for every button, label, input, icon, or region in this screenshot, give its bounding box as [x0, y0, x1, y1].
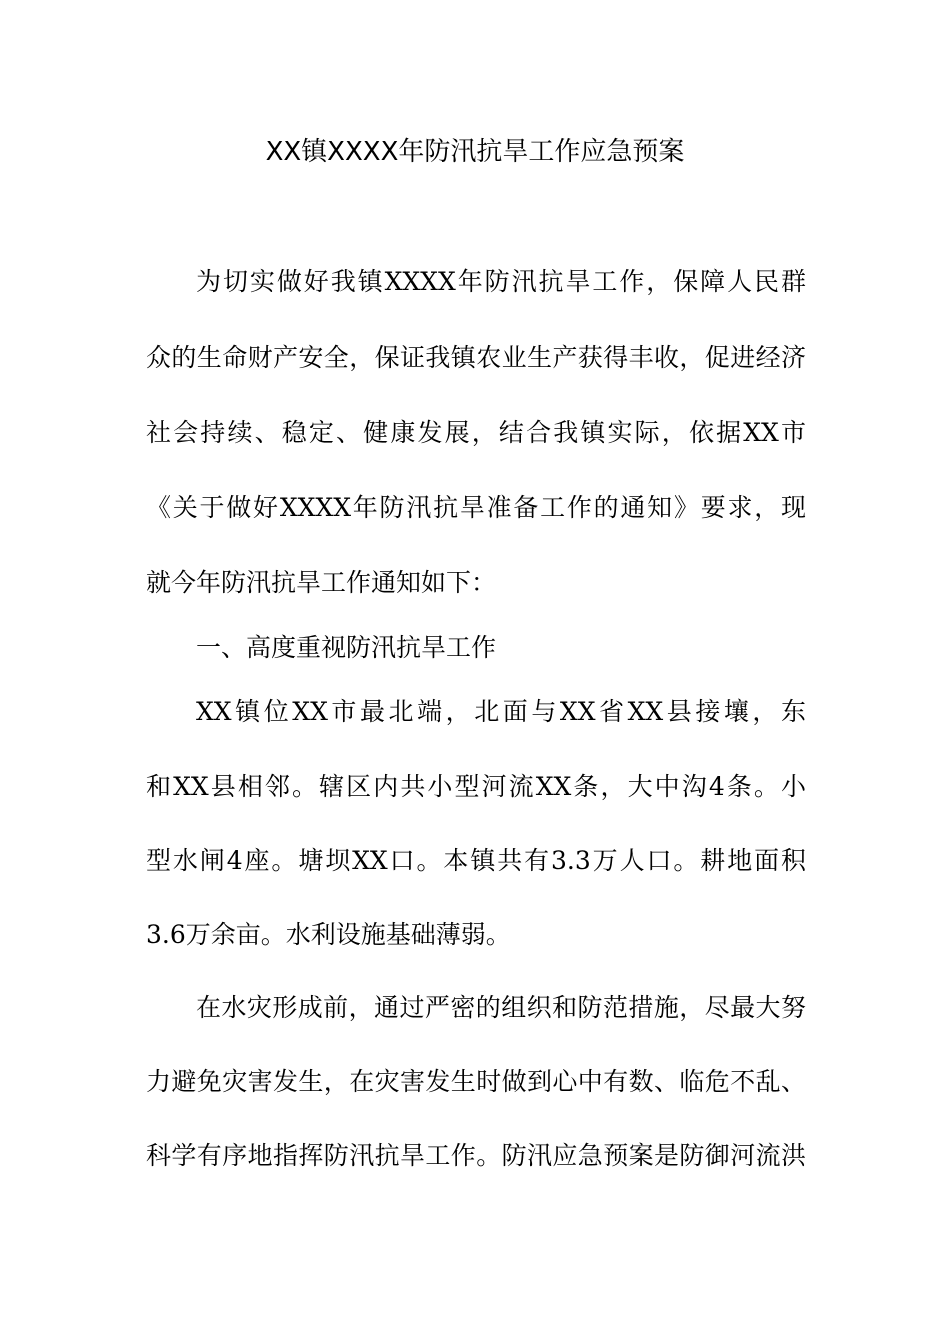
intro-line-5: 就今年防汛抗旱工作通知如下： [146, 568, 497, 597]
document-title: XX镇XXXX年防汛抗旱工作应急预案 [265, 137, 685, 167]
section-heading: 一、高度重视防汛抗旱工作 [196, 633, 497, 662]
para2-line-2: 力避免灾害发生，在灾害发生时做到心中有数、临危不乱、 [146, 1067, 806, 1096]
para1-line-1: XX镇位XX市最北端，北面与XX省XX县接壤，东 [196, 697, 806, 726]
intro-line-1: 为切实做好我镇XXXX年防汛抗旱工作，保障人民群 [196, 267, 806, 296]
para2-line-3: 科学有序地指挥防汛抗旱工作。防汛应急预案是防御河流洪 [146, 1141, 806, 1170]
para1-line-4: 3.6万余亩。水利设施基础薄弱。 [146, 920, 511, 949]
intro-line-3: 社会持续、稳定、健康发展，结合我镇实际，依据XX市 [146, 418, 806, 447]
para1-line-2: 和XX县相邻。辖区内共小型河流XX条，大中沟4条。小 [146, 772, 806, 801]
para1-line-3: 型水闸4座。塘坝XX口。本镇共有3.3万人口。耕地面积 [146, 846, 806, 875]
intro-line-4: 《关于做好XXXX年防汛抗旱准备工作的通知》要求，现 [146, 493, 806, 522]
para2-line-1: 在水灾形成前，通过严密的组织和防范措施，尽最大努 [196, 993, 806, 1022]
intro-line-2: 众的生命财产安全，保证我镇农业生产获得丰收，促进经济 [146, 343, 806, 372]
